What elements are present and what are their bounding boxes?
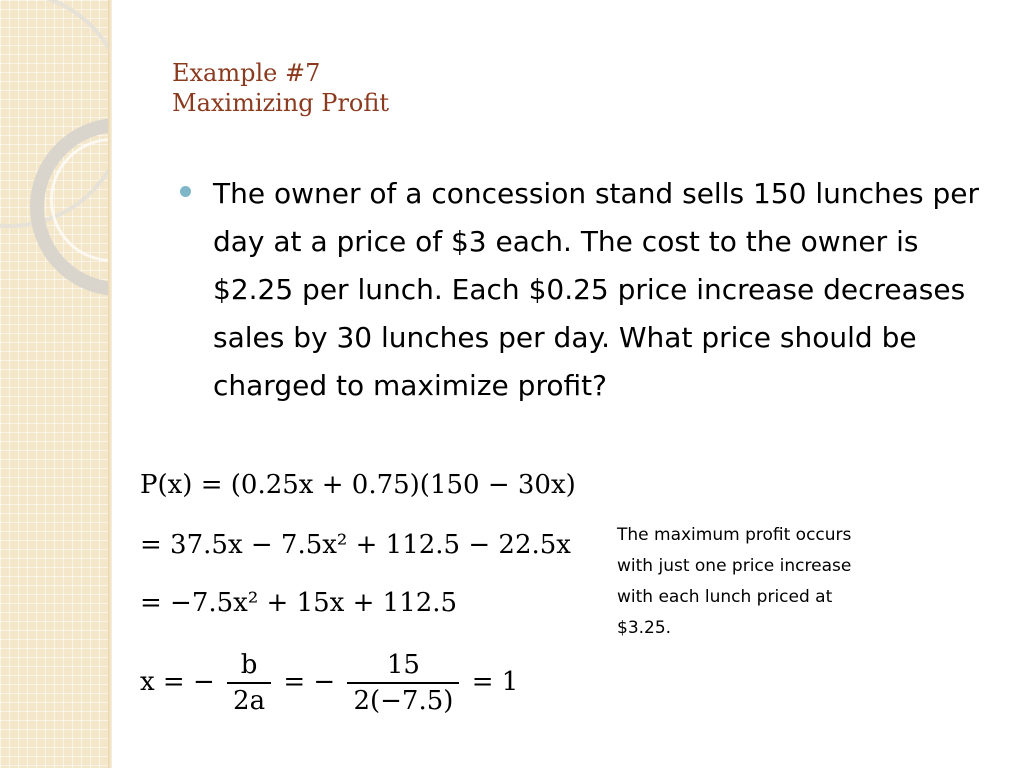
answer-note: The maximum profit occurs with just one price increase with each lunch priced at $3.25. — [617, 525, 852, 638]
fraction-denominator: 2a — [233, 686, 266, 716]
equation-vertex — [140, 648, 518, 718]
fraction-15-over-2-times-neg-7-5 — [347, 648, 459, 718]
equation-expanded: = 37.5x − 7.5x² + 112.5 − 22.5x — [140, 530, 571, 560]
decorative-sidebar — [0, 0, 112, 768]
equation-profit-function: P(x) = (0.25x + 0.75)(150 − 30x) — [140, 470, 576, 500]
bullet-item — [180, 170, 1000, 410]
slide-title — [172, 58, 389, 118]
title-line-2: Maximizing Profit — [172, 89, 390, 117]
vertex-rhs: = 1 — [471, 667, 519, 697]
equation-simplified: = −7.5x² + 15x + 112.5 — [140, 588, 458, 618]
bullet-icon — [180, 186, 191, 197]
fraction-denominator: 2(−7.5) — [353, 686, 454, 716]
vertex-lhs: x = − — [140, 667, 215, 697]
problem-statement: The owner of a concession stand sells 150 lunches per day at a price of $3 each. The cost to the owner is $2.25 per lunch. Each $0.25 price increase decreases sales by 30 lunches per day. What price should be charged to maximize profit? — [213, 177, 979, 402]
fraction-numerator: b — [227, 648, 271, 684]
vertex-mid: = − — [283, 667, 336, 697]
fraction-b-over-2a — [227, 648, 271, 718]
fraction-numerator: 15 — [347, 648, 459, 684]
title-line-1: Example #7 — [172, 59, 321, 87]
